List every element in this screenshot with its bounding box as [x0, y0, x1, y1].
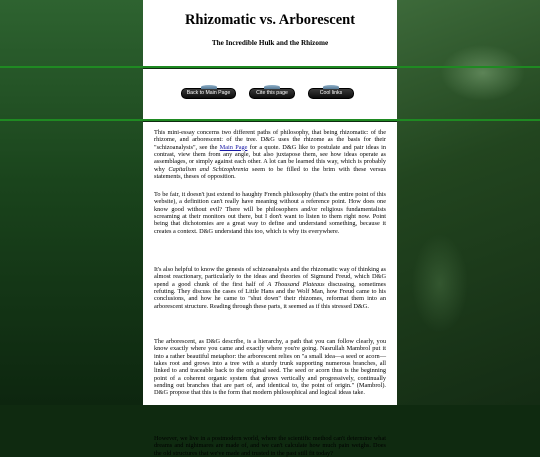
cite-page-button[interactable]: Cite this page — [249, 88, 295, 99]
paragraph-intro-text-c: seem to be filled to the brim with these versus statements, theses of opposition. — [154, 165, 386, 181]
background-right-photo — [397, 0, 540, 405]
paragraph-dichotomy: To be fair, it doesn't just extend to haughty French philosophy (that's the entire point of this website), a definition can't really have meaning without a reference point. How does one know good without evil? There will be philosophers and/or religious fundamentalists screaming at their monitors out there, but I don't want to listen to them right now. Point being that dichotomies are a great way to define and understand something, because it creates a context. D&G understand this too, which is why its everywhere. — [154, 191, 386, 235]
book-title-capitalism: Capitalism and Schizophrenia — [168, 165, 249, 173]
paragraph-genesis-text-a: It's also helpful to know the genesis of schizoanalysis and the rhizomatic way of thinking as almost reactionary, particularly to the ideas and theories of Sigmund Freud, which D&G spend a good chunk of the first half of — [154, 266, 386, 288]
paragraph-intro-text-b: for a quote. D&G like to postulate and pair ideas in contrast, view them from any angle, but also juxtapose them, see how ideas operate as assemblages, or simply against each other. A lot can be learned this way, which is probably why — [154, 143, 386, 173]
page-title: Rhizomatic vs. Arborescent — [184, 12, 356, 28]
page-header — [143, 0, 397, 66]
page-subtitle: The Incredible Hulk and the Rhizome — [211, 39, 329, 47]
divider-stripe-top — [0, 66, 540, 68]
divider-stripe-bottom — [0, 119, 540, 121]
background-left-panel — [0, 0, 143, 405]
paragraph-intro — [154, 129, 386, 180]
back-to-main-button[interactable]: Back to Main Page — [181, 88, 236, 99]
cool-links-button[interactable]: Cool links — [308, 88, 354, 99]
paragraph-arborescent: The arborescent, as D&G describe, is a hierarchy, a path that you can follow clearly, you know exactly where you came and exactly where you're going. Nasrullah Mambrol put it into a rather beautiful metaphor: the arborescent relies on "a small idea—a seed or acorn—takes root and grows into a tree with a sturdy trunk supporting numerous branches, all linked to and traceable back to the original seed. The seed or acorn thus is the beginning point of a coherent organic system that grows vertically and progressively, continually sending out branches that are part of, and identical to, the point of origin." (Mambrol). D&G propose that this is the form that modern philosophical and logical ideas take. — [154, 338, 386, 397]
paragraph-intro-text-a: This mini-essay concerns two different paths of philosophy, that being rhizomatic: of the rhizome, and arborescent: of the tree. D&G uses the rhizome as the basis for their "schizoanalysis", see the — [154, 129, 386, 151]
main-page-link[interactable]: Main Page — [219, 143, 248, 151]
paragraph-genesis — [154, 266, 386, 310]
paragraph-genesis-text-b: discussing, sometimes refuting. They discuss the cases of Little Hans and the Wolf Man, how Freud came to his conclusions, and how he came to "shut down" their rhizomes, reformat them into an arborescent structure. Reading through these parts, it seemed as if this stressed D&G. — [154, 280, 386, 310]
paragraph-postmodern: However, we live in a postmodern world, where the scientific method can't determine what dreams and nightmares are made of, and we can't calculate how much pain weighs. Does the old structures that we've made and trusted in the past still fit today? — [154, 435, 386, 457]
page-column — [143, 0, 397, 457]
book-title-plateaus: A Thousand Plateaus — [267, 280, 325, 288]
essay-content — [143, 122, 397, 457]
navigation-bar — [143, 69, 397, 119]
